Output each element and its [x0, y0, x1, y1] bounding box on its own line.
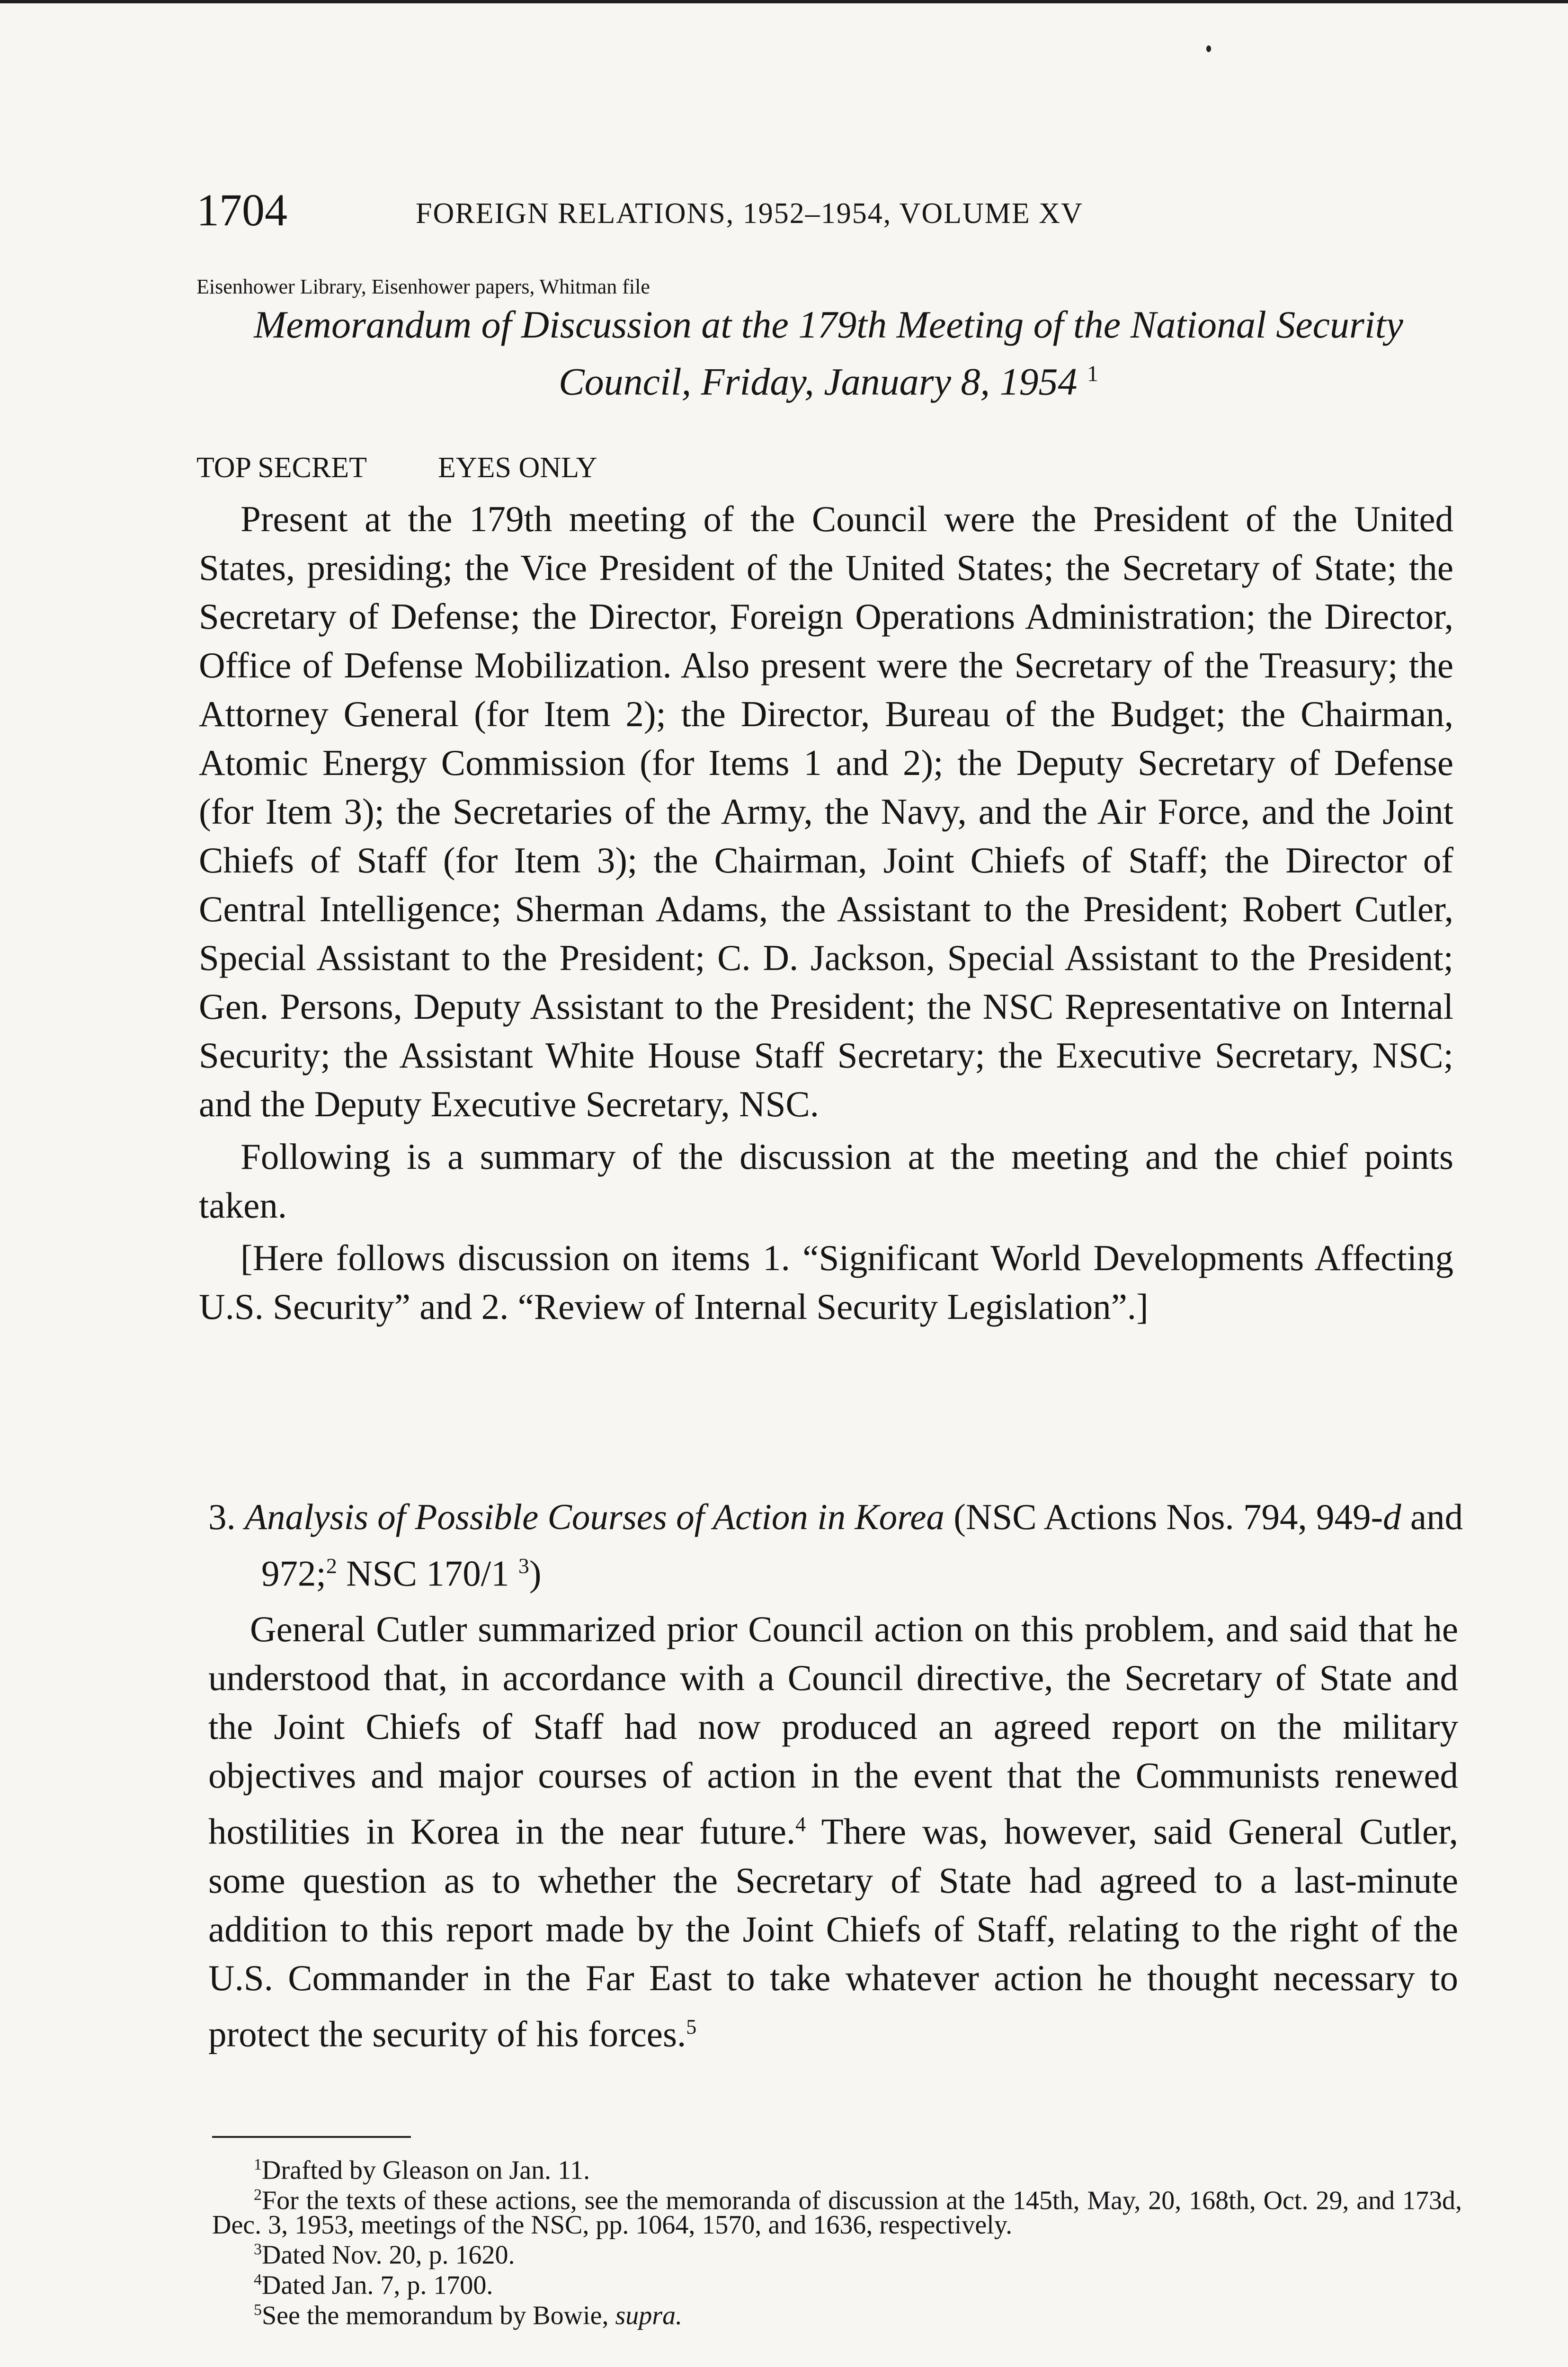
paragraph-summary-intro: Following is a summary of the discussion at the meeting and the chief points taken. — [199, 1136, 1453, 1226]
title-line-1: Memorandum of Discussion at the 179th Meeting of the National Security — [254, 303, 1403, 346]
footnote-4: $^4$Dated Jan. 7, p. 1700. — [254, 2270, 493, 2300]
section-title: Analysis of Possible Courses of Action in Korea — [245, 1496, 944, 1537]
footnote-ref: 3 — [518, 1554, 529, 1578]
scan-speck — [1206, 45, 1211, 52]
running-title: FOREIGN RELATIONS, 1952–1954, VOLUME XV — [416, 197, 1083, 230]
handling-caveat: EYES ONLY — [438, 452, 597, 484]
body-text — [199, 495, 1453, 1331]
footnote-2: $^2$For the texts of these actions, see the memoranda of discussion at the 145th, May, 20, 168th, Oct. 29, and 173d, Dec. 3, 1953, meetings of the NSC, pp. 1064, 1570, and 1636, respectively. — [212, 2186, 1462, 2240]
footnote-3: $^3$Dated Nov. 20, p. 1620. — [254, 2240, 515, 2270]
scan-top-edge — [0, 0, 1568, 3]
footnote-ref: 5 — [686, 2015, 697, 2038]
footnote-divider — [212, 2136, 411, 2138]
footnote-ref: 1 — [1087, 361, 1098, 386]
footnotes — [212, 2153, 1462, 2331]
footnote-1: $^1$Drafted by Gleason on Jan. 11. — [254, 2155, 590, 2185]
title-line-2: Council, Friday, January 8, 1954 $^1$ — [558, 360, 1098, 403]
footnote-5: $^5$See the memorandum by Bowie, supra. — [254, 2301, 683, 2331]
paragraph-attendees: Present at the 179th meeting of the Council were the President of the United States, presiding; the Vice President of the United States; the Secretary of State; the Secretary of Defense; the Director, Foreign Operations Administration; the Director, Office of Defense Mobilization. Also present were the Secretary of the Treasury; the Attorney General (for Item 2); the Director, Bureau of the Budget; the Chairman, Atomic Energy Commission (for Items 1 and 2); the Deputy Secretary of Defense (for Item 3); the Secretaries of the Army, the Navy, and the Air Force, and the Joint Chiefs of Staff (for Item 3); the Chairman, Joint Chiefs of Staff; the Director of Central Intelligence; Sherman Adams, the Assistant to the President; Robert Cutler, Special Assistant to the President; C. D. Jackson, Special Assistant to the President; Gen. Persons, Deputy Assistant to the President; the NSC Representative on Internal Security; the Assistant White House Staff Secretary; the Executive Secretary, NSC; and the Deputy Executive Secretary, NSC. — [199, 498, 1453, 1124]
footnote-ref: 4 — [795, 1813, 806, 1836]
section-body — [208, 1605, 1458, 2058]
classification-marking — [196, 449, 668, 487]
document-title — [189, 300, 1468, 406]
paragraph-cutler-summary: General Cutler summarized prior Council action on this problem, and said that he understood that, in accordance with a Council directive, the Secretary of State and the Joint Chiefs of Staff had now produced an agreed report on the military objectives and major courses of action in the event that the Communists renewed hostilities in Korea in the near future.$^4$ There was, however, said General Cutler, some question as to whether the Secretary of State had agreed to a last-minute addition to this report made by the Joint Chiefs of Staff, relating to the right of the U.S. Commander in the Far East to take whatever action he thought necessary to protect the security of his forces.$^5$ — [208, 1609, 1458, 2055]
page-number: 1704 — [196, 185, 287, 235]
footnote-ref: 2 — [326, 1554, 337, 1578]
classification-level: TOP SECRET — [196, 452, 367, 484]
page-header — [196, 182, 1456, 248]
paragraph-editorial-note: [Here follows discussion on items 1. “Significant World Developments Affecting U.S. Security” and 2. “Review of Internal Security Legislation”.] — [199, 1237, 1453, 1327]
source-line: Eisenhower Library, Eisenhower papers, Whitman file — [196, 275, 650, 298]
section-heading: 3. Analysis of Possible Courses of Action in Korea (NSC Actions Nos. 794, 949-d and 972;$^2$ NSC 170/1 $^3$) — [208, 1496, 1463, 1594]
